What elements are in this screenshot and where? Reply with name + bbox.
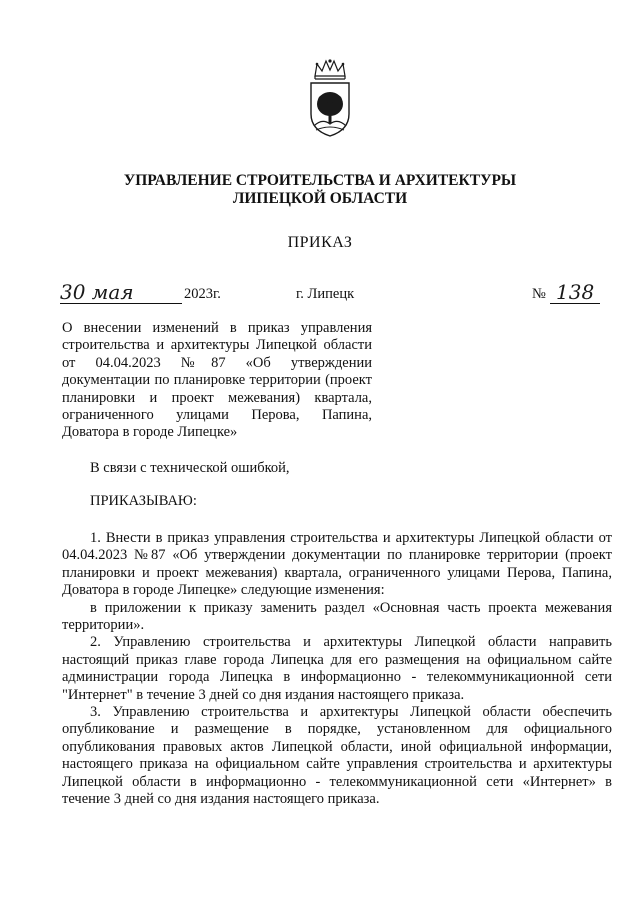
handwritten-number: 138 xyxy=(556,280,595,304)
organization-name-line-1: УПРАВЛЕНИЕ СТРОИТЕЛЬСТВА И АРХИТЕКТУРЫ xyxy=(123,172,517,189)
order-word: ПРИКАЗЫВАЮ: xyxy=(90,493,197,509)
document-type-title: ПРИКАЗ xyxy=(287,234,353,251)
paragraph-1: 1. Внести в приказ управления строительства и архитектуры Липецкой области от 04.04.2023 №87 «Об утверждении документации по планировке территории (проект планировки и проект межевания) квартала, ограниченного улицами Перова, Папина, Доватора в городе Липецке» следующие изменения: xyxy=(62,530,612,599)
handwritten-date: 30 мая xyxy=(60,280,134,304)
paragraph-1-change: в приложении к приказу заменить раздел «Основная часть проекта межевания территории». xyxy=(62,599,612,634)
reason-text: В связи с технической ошибкой, xyxy=(90,460,290,476)
order-body xyxy=(62,530,612,809)
organization-name-line-2: ЛИПЕЦКОЙ ОБЛАСТИ xyxy=(232,190,408,207)
paragraph-2: 2. Управлению строительства и архитектуры Липецкой области направить настоящий приказ главе города Липецка для его размещения на официальном сайте администрации города Липецка в информационно - телекоммуникационной сети "Интернет" в течение 3 дней со дня издания настоящего приказа. xyxy=(62,634,612,703)
number-label: № xyxy=(532,286,546,302)
year-label: 2023г. xyxy=(184,286,221,302)
lipetsk-coat-of-arms-icon xyxy=(305,58,355,138)
paragraph-3: 3. Управлению строительства и архитектуры Липецкой области обеспечить опубликование и размещение в порядке, установленном для официального опубликования правовых актов Липецкой области, иной официальной информации, настоящего приказа на официальном сайте управления строительства и архитектуры Липецкой области в информационно - телекоммуникационной сети «Интернет» в течение 3 дней со дня издания настоящего приказа. xyxy=(62,704,612,808)
document-subject: О внесении изменений в приказ управления строительства и архитектуры Липецкой области от 04.04.2023 №87 «Об утверждении документации по планировке территории (проект планировки и проект межевания) квартала, ограниченного улицами Перова, Папина, Доватора в городе Липецке» xyxy=(62,320,372,441)
city-label: г. Липецк xyxy=(296,286,355,302)
